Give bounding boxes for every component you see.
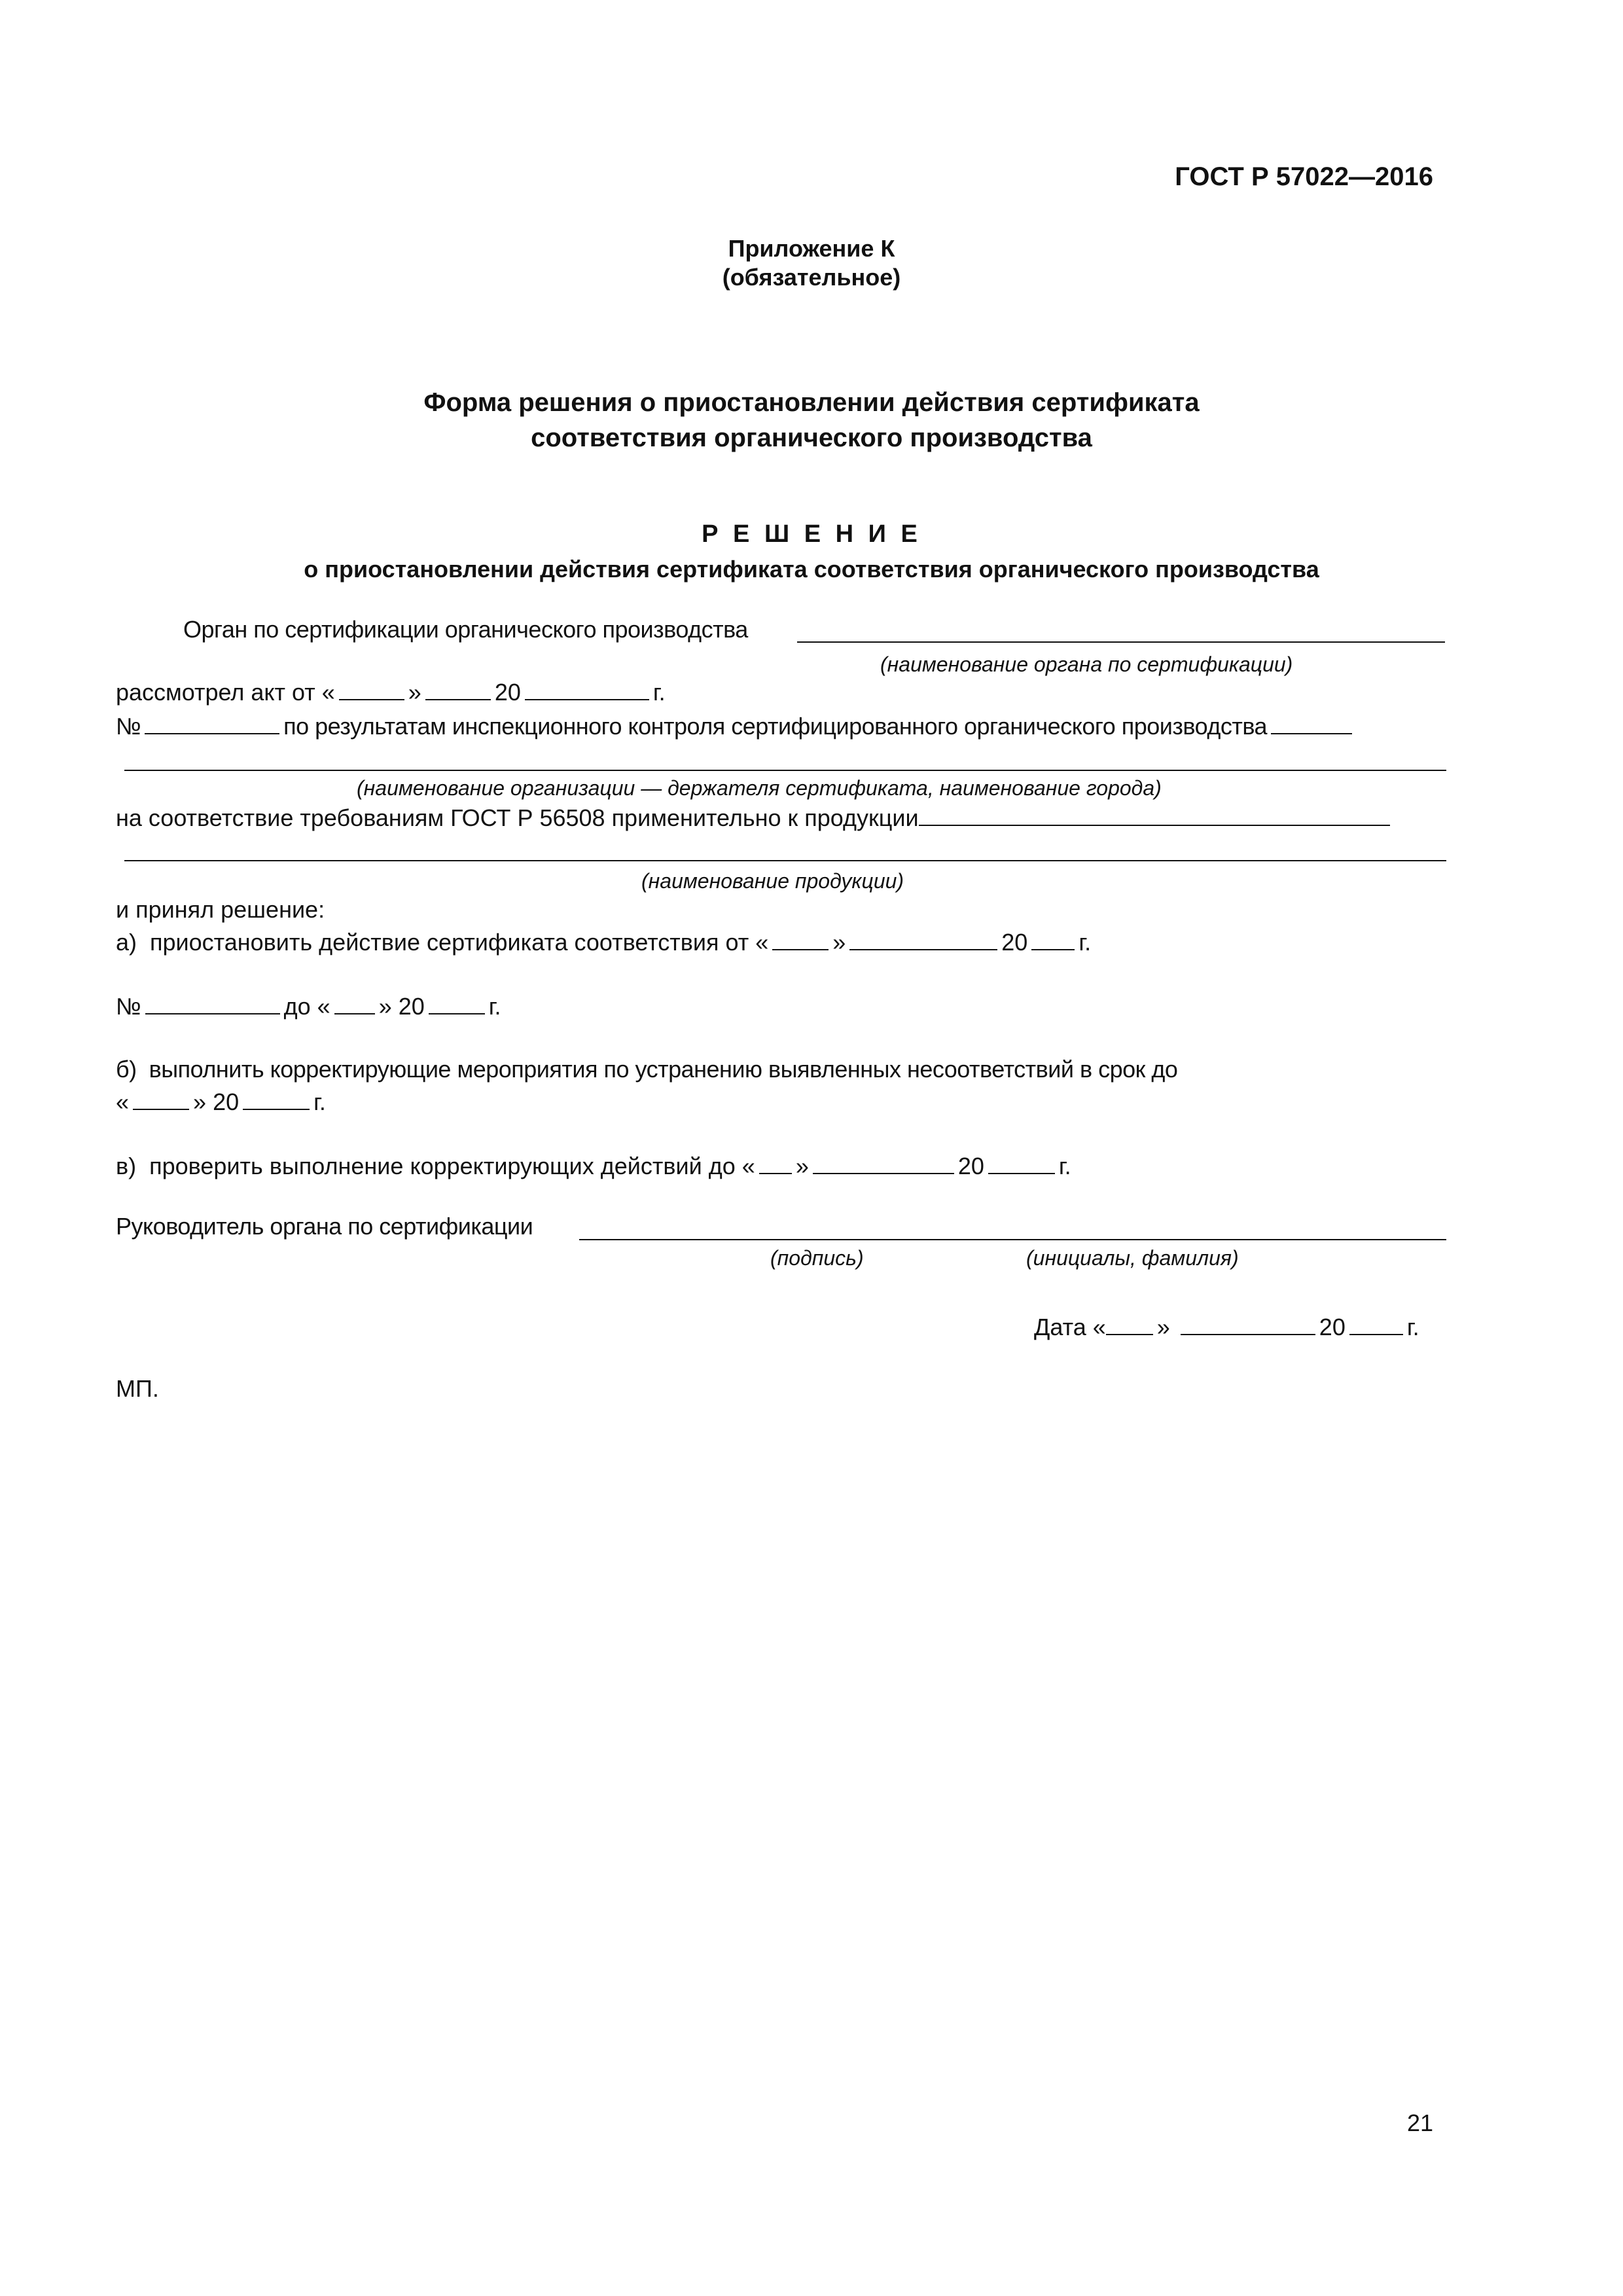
quote-open: « [116, 1088, 130, 1115]
year-suffix: г. [313, 1088, 326, 1115]
year-prefix: 20 [1001, 929, 1028, 956]
reviewed-prefix: рассмотрел акт от « [116, 679, 335, 706]
decision-subheading: о приостановлении действия сертификата соответствия органического производства [304, 556, 1319, 583]
check-year-field[interactable] [988, 1152, 1055, 1174]
item-a-text: приостановить действие сертификата соответствия от « [150, 929, 769, 956]
organ-field[interactable] [797, 641, 1445, 643]
product-field-inline[interactable] [919, 804, 1390, 826]
compliance-text: на соответствие требованиям ГОСТ Р 56508 применительно к продукции [116, 804, 919, 831]
signature-hint: (подпись) [770, 1246, 864, 1270]
stamp-label: МП. [116, 1375, 159, 1402]
date-line [1034, 1313, 1419, 1342]
number-sign: № [116, 993, 141, 1020]
quote-close: » [832, 929, 846, 956]
decided-text: и принял решение: [116, 896, 325, 923]
annex-status: (обязательное) [722, 264, 901, 291]
year-prefix: 20 [213, 1088, 240, 1115]
until-day-field[interactable] [334, 992, 375, 1014]
inspection-field[interactable] [1271, 712, 1352, 734]
annex-title: Приложение К [728, 235, 895, 262]
head-signature-field[interactable] [579, 1239, 1446, 1240]
year-prefix: 20 [1319, 1314, 1346, 1340]
year-prefix: 20 [494, 679, 521, 706]
item-b-date-line [116, 1088, 326, 1117]
item-a-number-line [116, 992, 501, 1021]
date-year-field[interactable] [1349, 1313, 1403, 1335]
quote-close: » [795, 1153, 809, 1179]
suspend-month-field[interactable] [849, 928, 997, 950]
item-b-text: выполнить корректирующие мероприятия по устранению выявленных несоответствий в срок до [149, 1056, 1178, 1083]
year-suffix: г. [1406, 1314, 1419, 1340]
check-month-field[interactable] [813, 1152, 954, 1174]
reviewed-act-line [116, 678, 666, 707]
item-a-label: а) [116, 929, 137, 956]
item-v-line [116, 1152, 1071, 1181]
year-suffix: г. [1079, 929, 1092, 956]
year-suffix: г. [1058, 1153, 1071, 1179]
year-suffix: г. [488, 993, 501, 1020]
item-b-label: б) [116, 1056, 137, 1083]
deadline-year-field[interactable] [243, 1088, 310, 1110]
product-field[interactable] [124, 860, 1446, 861]
date-day-field[interactable] [1106, 1313, 1153, 1335]
item-v-label: в) [116, 1153, 137, 1179]
organ-label: Орган по сертификации органического производства [183, 616, 748, 643]
quote-close: » [408, 679, 421, 706]
item-b-line [116, 1055, 1177, 1084]
organization-field[interactable] [124, 770, 1446, 771]
date-prefix: Дата « [1034, 1314, 1106, 1340]
product-hint: (наименование продукции) [641, 869, 904, 893]
inspection-text: по результатам инспекционного контроля сертифицированного органического производства [283, 713, 1268, 740]
item-v-text: проверить выполнение корректирующих действий до « [149, 1153, 755, 1179]
quote-close: » [1156, 1314, 1170, 1340]
quote-close: » [193, 1088, 207, 1115]
initials-hint: (инициалы, фамилия) [1026, 1246, 1239, 1270]
suspend-year-field[interactable] [1031, 928, 1075, 950]
quote-close: » [378, 993, 392, 1020]
decision-heading: Р Е Ш Е Н И Е [702, 520, 921, 548]
until-year-field[interactable] [429, 992, 485, 1014]
item-a-line [116, 928, 1091, 957]
certificate-number-field[interactable] [145, 992, 280, 1014]
deadline-day-field[interactable] [133, 1088, 189, 1110]
number-sign: № [116, 713, 141, 740]
until-prefix: до « [283, 993, 330, 1020]
compliance-line [116, 804, 1394, 833]
form-title-line1: Форма решения о приостановлении действия сертификата [423, 388, 1200, 417]
act-year-field[interactable] [525, 678, 649, 700]
check-day-field[interactable] [759, 1152, 792, 1174]
form-title-line2: соответствия органического производства [531, 423, 1092, 452]
year-prefix: 20 [398, 993, 425, 1020]
organ-hint: (наименование органа по сертификации) [880, 653, 1293, 676]
organization-hint: (наименование организации — держателя сертификата, наименование города) [357, 776, 1162, 800]
act-number-field[interactable] [145, 712, 279, 734]
document-code: ГОСТ Р 57022—2016 [1175, 162, 1433, 191]
year-prefix: 20 [957, 1153, 984, 1179]
act-day-field[interactable] [339, 678, 404, 700]
head-label: Руководитель органа по сертификации [116, 1213, 533, 1240]
act-month-field[interactable] [425, 678, 491, 700]
suspend-day-field[interactable] [772, 928, 829, 950]
year-suffix: г. [652, 679, 666, 706]
date-month-field[interactable] [1181, 1313, 1315, 1335]
inspection-line [116, 712, 1356, 741]
page-number: 21 [1406, 2109, 1433, 2136]
